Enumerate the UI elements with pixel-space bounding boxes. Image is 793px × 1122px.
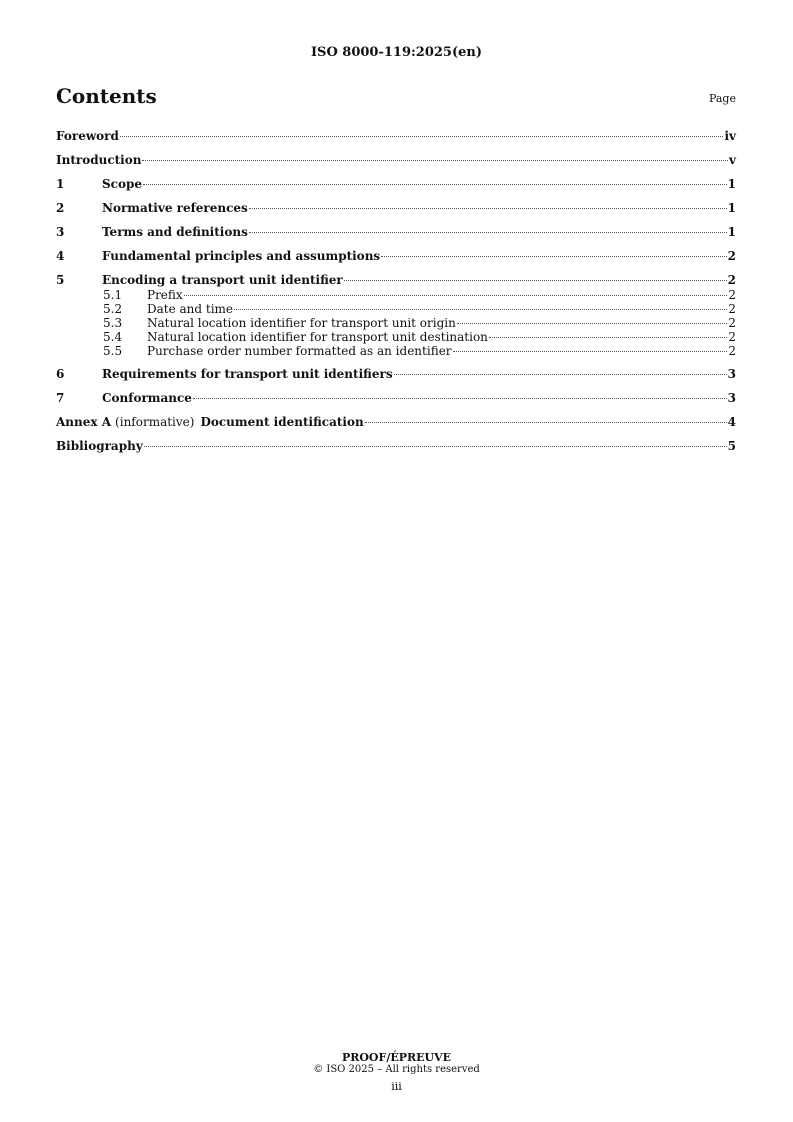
leader-dots xyxy=(394,374,727,375)
toc-entry-page: 2 xyxy=(727,273,736,287)
contents-title: Contents xyxy=(56,84,157,108)
toc-entry-title: Scope xyxy=(102,177,143,191)
toc-entry-page: 2 xyxy=(728,344,736,358)
document-id-header: ISO 8000-119:2025(en) xyxy=(310,45,483,60)
toc-entry-page: 3 xyxy=(727,391,736,405)
toc-entry-title: Bibliography xyxy=(56,439,143,453)
toc-entry-scope[interactable] xyxy=(56,176,736,192)
leader-dots xyxy=(249,232,727,233)
toc-entry-requirements[interactable] xyxy=(56,366,736,382)
leader-dots xyxy=(184,295,728,296)
toc-entry-number: 2 xyxy=(56,201,65,215)
toc-entry-number: 5.2 xyxy=(103,302,123,316)
toc-entry-normative-references[interactable] xyxy=(56,200,736,216)
toc-entry-encoding-transport-unit-identifier[interactable] xyxy=(56,272,736,288)
toc-entry-page: 1 xyxy=(727,225,736,239)
toc-entry-number: 4 xyxy=(56,249,65,263)
toc-subentry-date-and-time[interactable] xyxy=(56,302,736,316)
leader-dots xyxy=(143,184,727,185)
toc-entry-title: Date and time xyxy=(147,302,234,316)
leader-dots xyxy=(234,309,727,310)
toc-entry-fundamental-principles[interactable] xyxy=(56,248,736,264)
toc-subentry-prefix[interactable] xyxy=(56,288,736,302)
toc-entry-introduction[interactable] xyxy=(56,152,736,168)
toc-entry-title: Purchase order number formatted as an identifier xyxy=(147,344,452,358)
leader-dots xyxy=(344,280,727,281)
toc-entry-number: 5.3 xyxy=(103,316,123,330)
leader-dots xyxy=(249,208,727,209)
toc-entry-conformance[interactable] xyxy=(56,390,736,406)
toc-entry-title: Fundamental principles and assumptions xyxy=(102,249,381,263)
page-number: iii xyxy=(391,1080,402,1093)
leader-dots xyxy=(489,337,727,338)
toc-entry-number: 5.5 xyxy=(103,344,123,358)
toc-entry-page: 2 xyxy=(727,249,736,263)
toc-entry-title: Natural location identifier for transport unit destination xyxy=(147,330,488,344)
toc-entry-number: 1 xyxy=(56,177,65,191)
toc-entry-title: Document identification xyxy=(200,415,364,429)
toc-entry-number: 3 xyxy=(56,225,65,239)
toc-entry-title: Encoding a transport unit identifier xyxy=(102,273,343,287)
page-footer xyxy=(0,1052,793,1093)
leader-dots xyxy=(142,160,728,161)
leader-dots xyxy=(193,398,727,399)
toc-entry-page: 5 xyxy=(727,439,736,453)
page-column-label: Page xyxy=(708,92,736,105)
proof-label: PROOF/ÉPREUVE xyxy=(341,1051,452,1064)
toc-entry-title: Terms and definitions xyxy=(102,225,248,239)
annex-informative-note: (informative) xyxy=(115,415,195,429)
toc-entry-page: 2 xyxy=(728,302,736,316)
toc-entry-annex-a[interactable] xyxy=(56,414,736,430)
toc-entry-title: Foreword xyxy=(56,129,119,143)
toc-subentry-origin-identifier[interactable] xyxy=(56,316,736,330)
toc-entry-foreword[interactable] xyxy=(56,128,736,144)
toc-entry-number: 5.1 xyxy=(103,288,123,302)
toc-entry-page: 4 xyxy=(727,415,736,429)
toc-entry-page: 3 xyxy=(727,367,736,381)
leader-dots xyxy=(457,323,728,324)
toc-entry-title: Introduction xyxy=(56,153,142,167)
copyright-notice: © ISO 2025 – All rights reserved xyxy=(313,1064,480,1075)
toc-entry-page: 1 xyxy=(727,201,736,215)
toc-entry-page: 2 xyxy=(728,288,736,302)
leader-dots xyxy=(381,256,726,257)
annex-label: Annex A xyxy=(56,415,112,429)
toc-entry-number: 5 xyxy=(56,273,65,287)
toc-entry-title: Natural location identifier for transport unit origin xyxy=(147,316,456,330)
toc-entry-title: Conformance xyxy=(102,391,192,405)
toc-entry-bibliography[interactable] xyxy=(56,438,736,454)
toc-entry-title: Prefix xyxy=(147,288,183,302)
toc-entry-title: Requirements for transport unit identifiers xyxy=(102,367,393,381)
leader-dots xyxy=(144,446,727,447)
toc-entry-terms-and-definitions[interactable] xyxy=(56,224,736,240)
toc-entry-title: Normative references xyxy=(102,201,248,215)
leader-dots xyxy=(453,351,728,352)
toc-entry-page: v xyxy=(729,153,736,167)
toc-entry-number: 7 xyxy=(56,391,65,405)
table-of-contents xyxy=(56,128,736,454)
toc-entry-page: 1 xyxy=(727,177,736,191)
leader-dots xyxy=(120,136,724,137)
toc-entry-number: 6 xyxy=(56,367,65,381)
toc-entry-page: iv xyxy=(724,129,736,143)
toc-subentry-purchase-order-number[interactable] xyxy=(56,344,736,358)
toc-entry-page: 2 xyxy=(728,316,736,330)
leader-dots xyxy=(365,422,727,423)
toc-entry-page: 2 xyxy=(728,330,736,344)
toc-subentry-destination-identifier[interactable] xyxy=(56,330,736,344)
toc-entry-number: 5.4 xyxy=(103,330,123,344)
